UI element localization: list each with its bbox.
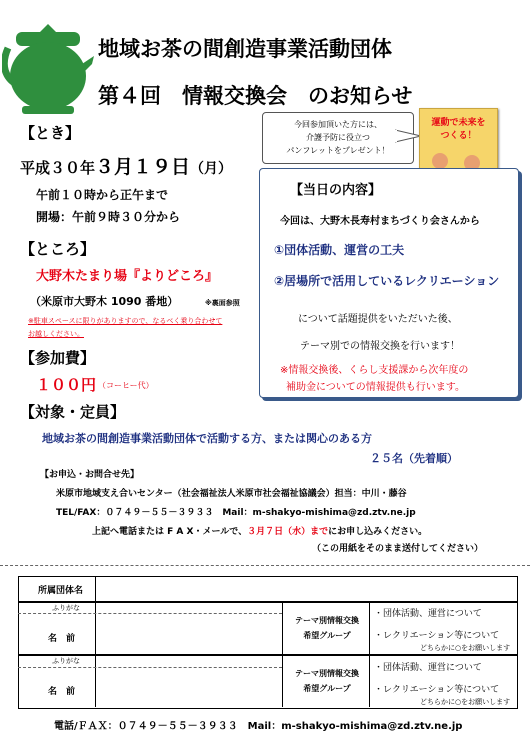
venue-address: （米原市大野木 1090 番地）: [30, 295, 179, 308]
event-date: 平成３０年３月１９日（月）: [20, 156, 233, 178]
address-note: ※裏面参照: [205, 299, 240, 307]
where-label: 【ところ】: [20, 240, 96, 258]
contact-tel: TEL/FAX：０７４９－５５－３９３３ Mail：m-shakyo-mishima@zd.ztv.ne.jp: [56, 508, 416, 518]
teapot-logo-icon: [2, 18, 94, 116]
venue-name: 大野木たまり場『よりどころ』: [36, 269, 219, 284]
callout-line3: パンフレットをプレゼント！: [286, 146, 390, 155]
furigana-label-2: ふりがな: [52, 657, 80, 665]
name-label-1: 名 前: [48, 634, 76, 644]
fee-label: 【参加費】: [20, 349, 96, 367]
page-title: 地域お茶の間創造事業活動団体: [98, 37, 392, 61]
parking-note1: ※駐車スペースに限りがありますので、なるべく乗り合わせて: [28, 317, 223, 325]
furigana-label-1: ふりがな: [52, 604, 80, 612]
group-label-1: テーマ別情報交換 希望グループ: [295, 616, 359, 640]
contact-org: 米原市地域支え合いセンター（社会福祉法人米原市社会福祉協議会）担当：中川・藤谷: [56, 489, 407, 499]
furigana-input-1[interactable]: [96, 602, 281, 613]
content-line4: テーマ別での情報交換を行います！: [300, 341, 460, 352]
name-input-2[interactable]: [96, 668, 281, 706]
pamphlet-title: 運動で未来を つくる！: [431, 118, 486, 141]
content-heading: 【当日の内容】: [290, 183, 382, 198]
content-note1: ※情報交換後、くらし支援課から次年度の: [280, 365, 469, 376]
form-divider-v2: [282, 601, 283, 707]
option-activity-1[interactable]: ・団体活動、運営について: [374, 609, 482, 619]
org-input[interactable]: [96, 577, 516, 600]
content-item1: ①団体活動、運営の工夫: [274, 243, 405, 257]
callout-line2: 介護予防に役立つ: [306, 133, 370, 142]
content-note2: 補助金についての情報提供も行います。: [286, 382, 465, 393]
org-label: 所属団体名: [38, 586, 84, 596]
when-label: 【とき】: [20, 124, 81, 142]
name-input-1[interactable]: [96, 614, 281, 653]
furigana-input-2[interactable]: [96, 656, 281, 667]
fee-note: （コーヒー代）: [98, 381, 154, 390]
content-item2: ②居場所で活用しているレクリエーション: [274, 274, 500, 288]
page-subtitle: 第４回 情報交換会 のお知らせ: [98, 84, 413, 108]
content-line3: について話題提供をいただいた後、: [298, 314, 458, 325]
fax-note: （この用紙をそのまま送付してください）: [312, 544, 484, 554]
callout-tail-icon: [395, 128, 421, 144]
cut-line: [0, 565, 530, 566]
contact-label: 【お申込・お問合せ先】: [40, 470, 140, 480]
parking-note2: お越しください。: [28, 330, 84, 338]
fee-amount: １００円: [36, 376, 97, 394]
group-label-2: テーマ別情報交換 希望グループ: [295, 669, 359, 693]
footer-contact: 電話/ＦＡＸ：０７４９－５５－３９３３ Mail：m-shakyo-mishima@zd.ztv.ne.jp: [54, 721, 463, 732]
name-label-2: 名 前: [48, 687, 76, 697]
event-time: 午前１０時から正午まで: [36, 188, 169, 202]
content-intro: 今回は、大野木長寿村まちづくり会さんから: [280, 216, 480, 227]
callout-line1: 今回参加頂いた方には、: [294, 120, 382, 129]
option-hint-2: どちらかに○をお願いします: [420, 698, 511, 706]
present-callout: [262, 112, 414, 164]
option-recreation-1[interactable]: ・レクリエーション等について: [374, 631, 500, 641]
apply-instruction: 上記へ電話または F A X・メールで、３月７日（水）までにお申し込みください。: [92, 527, 428, 537]
opening-time: 開場：午前９時３０分から: [36, 210, 181, 224]
target-label: 【対象・定員】: [20, 403, 126, 421]
option-recreation-2[interactable]: ・レクリエーション等について: [374, 685, 500, 695]
option-hint-1: どちらかに○をお願いします: [420, 644, 511, 652]
target-capacity: ２５名（先着順）: [370, 452, 458, 465]
form-divider-v3: [369, 601, 370, 707]
option-activity-2[interactable]: ・団体活動、運営について: [374, 663, 482, 673]
content-box: [259, 168, 519, 398]
target-description: 地域お茶の間創造事業活動団体で活動する方、または関心のある方: [42, 432, 372, 445]
